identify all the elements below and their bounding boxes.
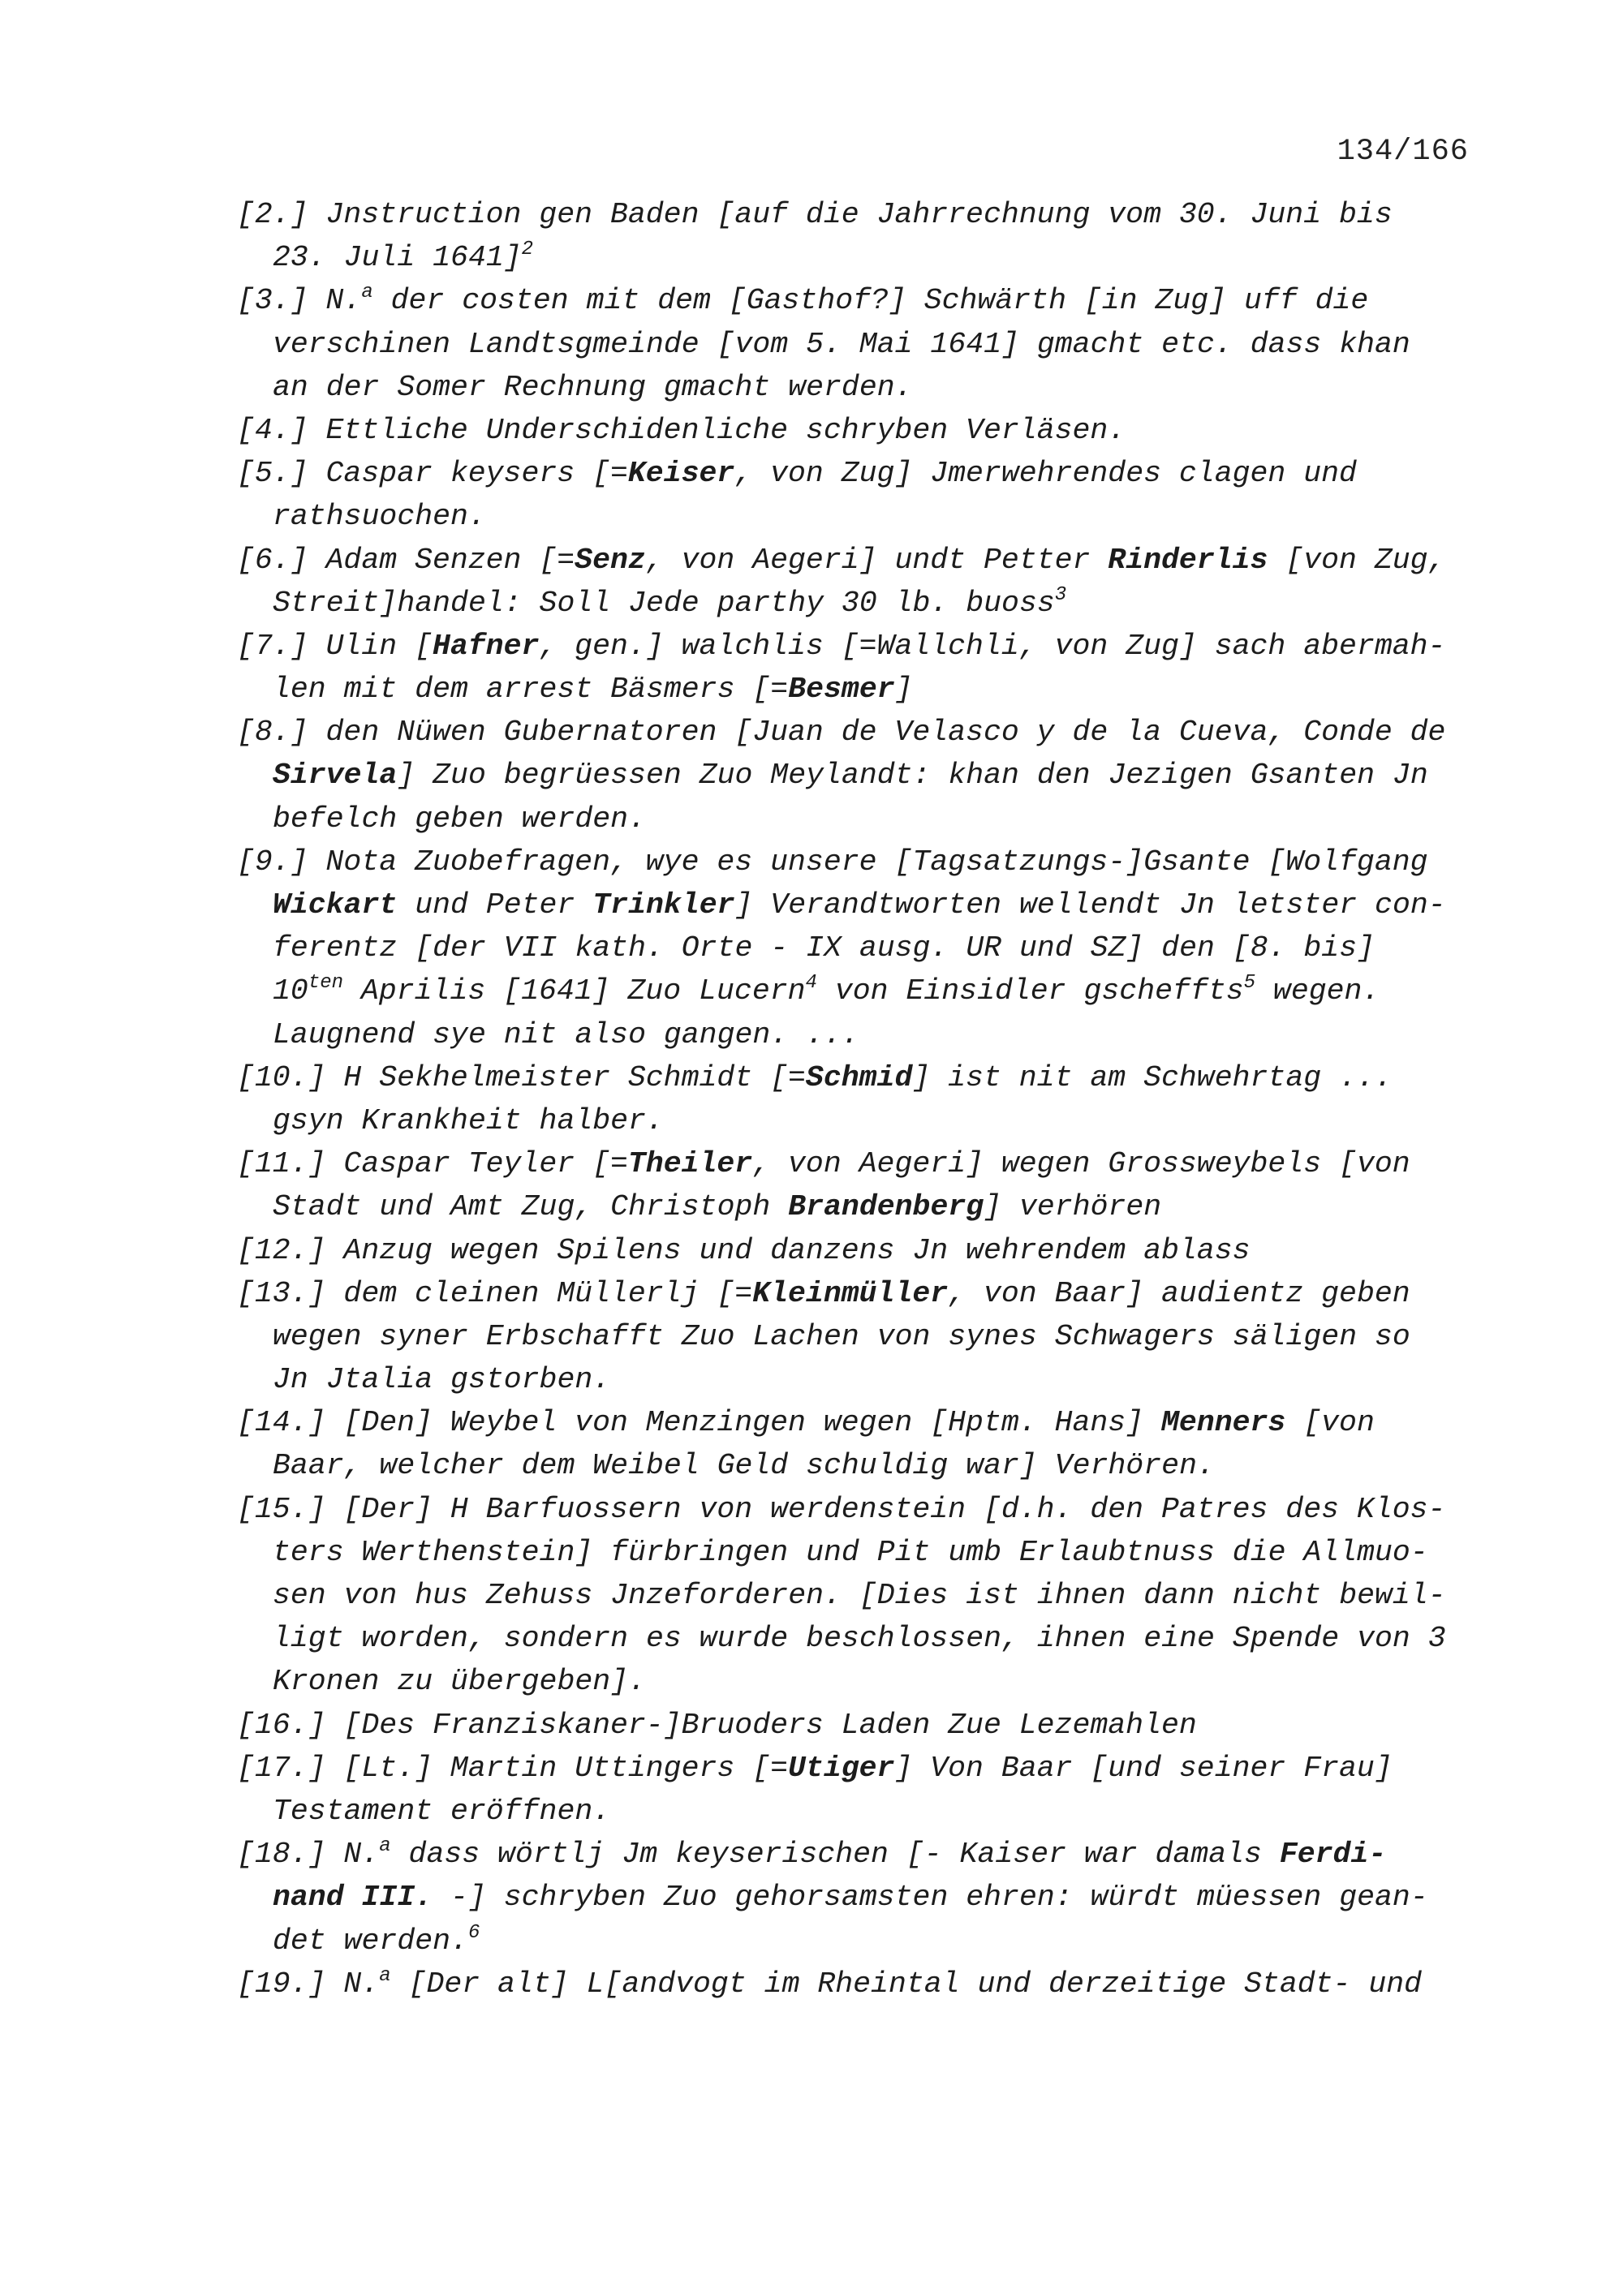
entry-text: ] ist nit am Schwehrtag ...	[912, 1060, 1393, 1094]
entry-line	[237, 1617, 1487, 1660]
entry-text: dass wörtlj Jm keyserischen [- Kaiser war damals	[390, 1838, 1280, 1872]
entry-line	[237, 279, 1487, 322]
entry-line	[237, 236, 1487, 279]
entry-text: [4.] Ettliche Underschidenliche schryben Verläsen.	[237, 413, 1126, 447]
entry-line	[237, 798, 1487, 841]
person-name: Wickart	[273, 888, 398, 922]
entry-text: [12.] Anzug wegen Spilens und danzens Jn wehrendem ablass	[237, 1233, 1251, 1267]
protocol-entry	[237, 193, 1487, 279]
entry-text: der costen mit dem [Gasthof?] Schwärth [in Zug] uff die	[372, 284, 1369, 318]
entry-line	[237, 323, 1487, 366]
protocol-entry	[237, 409, 1487, 452]
entry-text: ] Zuo begrüessen Zuo Meylandt: khan den Jezigen Gsanten Jn	[397, 759, 1428, 793]
entry-line	[237, 452, 1487, 495]
footnote-ref: 2	[521, 239, 534, 261]
entry-line	[237, 754, 1487, 797]
protocol-entry	[237, 1142, 1487, 1228]
entry-text: Stadt und Amt Zug, Christoph	[273, 1190, 789, 1224]
person-name: Brandenberg	[788, 1190, 984, 1224]
person-name: Keiser	[627, 457, 735, 491]
entry-line	[237, 668, 1487, 711]
entry-text: [von Zug,	[1268, 543, 1446, 577]
entry-text: verschinen Landtsgmeinde [vom 5. Mai 1641] gmacht etc. dass khan	[273, 327, 1410, 361]
entry-text: Kronen zu übergeben].	[273, 1665, 646, 1699]
entry-text: [von	[1285, 1406, 1375, 1440]
person-name: Hafner	[432, 629, 540, 663]
entry-text: [9.] Nota Zuobefragen, wye es unsere [Tagsatzungs-]Gsante [Wolfgang	[237, 845, 1428, 879]
footnote-ref: a	[379, 1835, 391, 1858]
entry-line	[237, 1185, 1487, 1228]
protocol-entry	[237, 1401, 1487, 1487]
entry-line	[237, 582, 1487, 625]
entry-text: [2.] Jnstruction gen Baden [auf die Jahrrechnung vom 30. Juni bis	[237, 198, 1393, 231]
entry-text: wegen.	[1255, 974, 1380, 1008]
protocol-entry	[237, 1488, 1487, 1704]
page-number: 134/166	[1337, 135, 1469, 169]
entry-text: und Peter	[397, 888, 593, 922]
entry-line	[237, 193, 1487, 236]
entry-line	[237, 711, 1487, 754]
entry-line	[237, 625, 1487, 668]
entry-line	[237, 1963, 1487, 2006]
footnote-ref: 4	[805, 972, 817, 995]
protocol-entry	[237, 1747, 1487, 1833]
entry-text: befelch geben werden.	[273, 802, 646, 836]
protocol-entry	[237, 1056, 1487, 1142]
entry-text: [Der alt] L[andvogt im Rheintal und derzeitige Stadt- und	[390, 1967, 1423, 2001]
person-name: Sirvela	[273, 759, 398, 793]
protocol-entry	[237, 1272, 1487, 1402]
entry-text: rathsuochen.	[273, 500, 486, 534]
entry-text: Streit]handel: Soll Jede parthy 30 lb. buoss	[273, 586, 1055, 620]
entry-text: [17.] [Lt.] Martin Uttingers [=	[237, 1751, 789, 1785]
entry-line	[237, 1790, 1487, 1833]
entry-line	[237, 970, 1487, 1013]
entry-text: [11.] Caspar Teyler [=	[237, 1147, 628, 1181]
entry-line	[237, 1574, 1487, 1617]
entry-line	[237, 1660, 1487, 1703]
entry-text: ligt worden, sondern es wurde beschlossen, ihnen eine Spende von 3	[273, 1622, 1446, 1656]
entry-line	[237, 409, 1487, 452]
person-name: nand III.	[273, 1881, 433, 1915]
protocol-entry	[237, 1704, 1487, 1747]
entry-line	[237, 1531, 1487, 1574]
entry-text: , von Aegeri] wegen Grossweybels [von	[752, 1147, 1410, 1181]
entry-text: [14.] [Den] Weybel von Menzingen wegen [Hptm. Hans]	[237, 1406, 1161, 1440]
footnote-ref: a	[361, 282, 373, 304]
footnote-ref: 5	[1243, 972, 1256, 995]
entry-text: [7.] Ulin [	[237, 629, 433, 663]
entry-text: det werden.	[273, 1924, 468, 1958]
entry-line	[237, 884, 1487, 927]
protocol-entries	[237, 193, 1487, 2006]
entry-text: [10.] H Sekhelmeister Schmidt [=	[237, 1060, 806, 1094]
footnote-ref: a	[379, 1964, 391, 1987]
protocol-entry	[237, 452, 1487, 538]
protocol-entry	[237, 539, 1487, 625]
protocol-entry	[237, 711, 1487, 841]
person-name: Rinderlis	[1108, 543, 1268, 577]
entry-line	[237, 1229, 1487, 1272]
entry-line	[237, 366, 1487, 409]
entry-line	[237, 539, 1487, 582]
entry-line	[237, 1401, 1487, 1444]
entry-line	[237, 1833, 1487, 1876]
entry-line	[237, 1488, 1487, 1531]
entry-line	[237, 1444, 1487, 1487]
entry-text: 10	[273, 974, 308, 1008]
entry-text: sen von hus Zehuss Jnzeforderen. [Dies ist ihnen dann nicht bewil-	[273, 1579, 1446, 1612]
entry-text: ]	[894, 673, 913, 707]
entry-line	[237, 1315, 1487, 1358]
entry-text: ters Werthenstein] fürbringen und Pit umb Erlaubtnuss die Allmuo-	[273, 1535, 1428, 1569]
person-name: Besmer	[788, 673, 895, 707]
entry-line	[237, 1876, 1487, 1919]
entry-text: gsyn Krankheit halber.	[273, 1103, 664, 1137]
entry-text: ] verhören	[984, 1190, 1162, 1224]
entry-text: Testament eröffnen.	[273, 1794, 611, 1828]
person-name: Theiler	[627, 1147, 753, 1181]
entry-line	[237, 1013, 1487, 1056]
person-name: Senz	[575, 543, 646, 577]
entry-text: , von Baar] audientz geben	[948, 1276, 1410, 1310]
entry-text: -] schryben Zuo gehorsamsten ehren: würdt müessen gean-	[433, 1881, 1428, 1915]
entry-line	[237, 927, 1487, 970]
person-name: Utiger	[788, 1751, 895, 1785]
entry-line	[237, 1920, 1487, 1963]
entry-text: wegen syner Erbschafft Zuo Lachen von synes Schwagers säligen so	[273, 1319, 1410, 1353]
footnote-ref: 6	[467, 1921, 480, 1944]
person-name: Menners	[1161, 1406, 1286, 1440]
entry-line	[237, 1358, 1487, 1401]
entry-text: an der Somer Rechnung gmacht werden.	[273, 370, 913, 404]
entry-line	[237, 1747, 1487, 1790]
entry-text: [15.] [Der] H Barfuossern von werdenstein [d.h. den Patres des Klos-	[237, 1492, 1446, 1526]
entry-text: Jn Jtalia gstorben.	[273, 1363, 611, 1397]
entry-text: [16.] [Des Franziskaner-]Bruoders Laden Zue Lezemahlen	[237, 1708, 1197, 1742]
entry-line	[237, 495, 1487, 538]
entry-line	[237, 1142, 1487, 1185]
entry-text: [18.] N.	[237, 1838, 380, 1872]
entry-text: len mit dem arrest Bäsmers [=	[273, 673, 789, 707]
entry-text: , von Zug] Jmerwehrendes clagen und	[734, 457, 1357, 491]
entry-line	[237, 1272, 1487, 1315]
entry-line	[237, 1099, 1487, 1142]
entry-line	[237, 1056, 1487, 1099]
entry-text: [6.] Adam Senzen [=	[237, 543, 575, 577]
entry-text: Aprilis [1641] Zuo Lucern	[343, 974, 806, 1008]
footnote-ref: 3	[1054, 583, 1067, 606]
protocol-entry	[237, 841, 1487, 1056]
entry-text: 23. Juli 1641]	[273, 241, 522, 275]
person-name: Kleinmüller	[752, 1276, 949, 1310]
entry-text: Baar, welcher dem Weibel Geld schuldig war] Verhören.	[273, 1449, 1215, 1483]
person-name: Schmid	[805, 1060, 913, 1094]
protocol-entry	[237, 279, 1487, 409]
entry-text: [3.] N.	[237, 284, 362, 318]
entry-text: [19.] N.	[237, 1967, 380, 2001]
entry-text: [5.] Caspar keysers [=	[237, 457, 628, 491]
entry-text: , gen.] walchlis [=Wallchli, von Zug] sach abermah-	[539, 629, 1446, 663]
entry-text: von Einsidler gscheffts	[816, 974, 1244, 1008]
protocol-entry	[237, 1963, 1487, 2006]
entry-line	[237, 841, 1487, 884]
entry-text: Laugnend sye nit also gangen. ...	[273, 1017, 859, 1051]
entry-line	[237, 1704, 1487, 1747]
entry-text: ] Von Baar [und seiner Frau]	[894, 1751, 1393, 1785]
entry-text: [13.] dem cleinen Müllerlj [=	[237, 1276, 753, 1310]
person-name: Trinkler	[592, 888, 735, 922]
protocol-entry	[237, 1229, 1487, 1272]
entry-text: ferentz [der VII kath. Orte - IX ausg. UR und SZ] den [8. bis]	[273, 931, 1375, 965]
person-name: Ferdi-	[1279, 1838, 1387, 1872]
entry-text: ] Verandtworten wellendt Jn letster con-	[734, 888, 1446, 922]
entry-text: [8.] den Nüwen Gubernatoren [Juan de Velasco y de la Cueva, Conde de	[237, 716, 1446, 750]
footnote-ref: ten	[308, 972, 344, 995]
entry-text: , von Aegeri] undt Petter	[645, 543, 1109, 577]
protocol-entry	[237, 1833, 1487, 1963]
protocol-entry	[237, 625, 1487, 711]
